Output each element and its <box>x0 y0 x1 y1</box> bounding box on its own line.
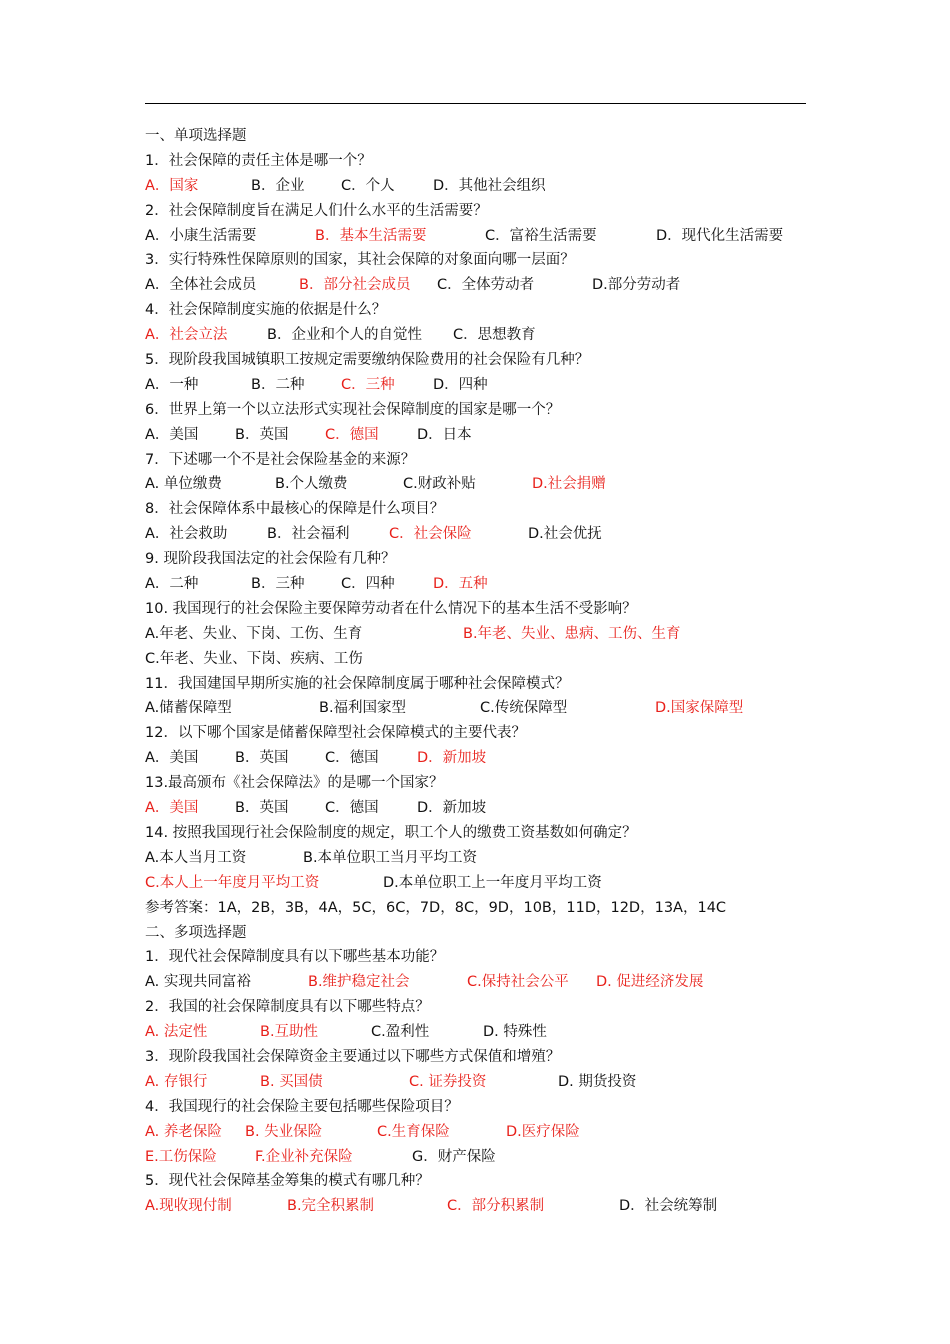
line-text: D.社会优抚 <box>528 526 602 543</box>
answer-text: A. 法定性 <box>145 1024 208 1041</box>
line-text: D．新加坡 <box>417 800 487 817</box>
line-text: C．富裕生活需要 <box>485 227 597 244</box>
line-text: A.本人当月工资 <box>145 849 247 866</box>
line-text: B.本单位职工当月平均工资 <box>303 849 478 866</box>
line-text: A．社会救助 <box>145 526 228 543</box>
answer-text: D.社会捐赠 <box>532 476 606 493</box>
text-line <box>145 771 845 796</box>
line-text: D. 期货投资 <box>558 1073 637 1090</box>
line-text: A. 实现共同富裕 <box>145 974 251 991</box>
line-text: D．日本 <box>417 426 472 443</box>
text-line <box>145 597 845 622</box>
line-text: C．个人 <box>341 177 395 194</box>
answer-text: E.工伤保险 <box>145 1148 217 1165</box>
line-text: B．英国 <box>235 750 289 767</box>
answer-text: A．美国 <box>145 800 199 817</box>
answer-text: B．基本生活需要 <box>315 227 427 244</box>
header-rule <box>145 103 806 104</box>
line-text: A.储蓄保障型 <box>145 700 232 717</box>
text-line <box>145 348 845 373</box>
line-text: C.盈利性 <box>371 1024 430 1041</box>
line-text: D. 特殊性 <box>483 1024 547 1041</box>
answer-text: D．五种 <box>433 576 488 593</box>
answer-text: C．德国 <box>325 426 379 443</box>
text-line <box>145 1070 845 1095</box>
text-line <box>145 672 845 697</box>
line-text: 13.最高颁布《社会保障法》的是哪一个国家？ <box>145 775 444 792</box>
text-line <box>145 248 845 273</box>
text-line <box>145 746 845 771</box>
line-text: 5．现阶段我国城镇职工按规定需要缴纳保险费用的社会保险有几种？ <box>145 352 590 369</box>
text-line <box>145 1194 845 1219</box>
line-text: G．财产保险 <box>412 1148 496 1165</box>
answer-text: A. 养老保险 <box>145 1123 222 1140</box>
line-text: 14. 按照我国现行社会保险制度的规定，职工个人的缴费工资基数如何确定？ <box>145 824 637 841</box>
line-text: 9. 现阶段我国法定的社会保险有几种？ <box>145 551 396 568</box>
line-text: C．四种 <box>341 576 395 593</box>
answer-text: B.维护稳定社会 <box>308 974 410 991</box>
text-line <box>145 1045 845 1070</box>
text-line <box>145 896 845 921</box>
text-line <box>145 970 845 995</box>
text-line <box>145 921 845 946</box>
line-text: 3．实行特殊性保障原则的国家，其社会保障的对象面向哪一层面？ <box>145 252 575 269</box>
line-text: B．三种 <box>251 576 305 593</box>
line-text: 4．社会保障制度实施的依据是什么？ <box>145 302 387 319</box>
text-line <box>145 721 845 746</box>
text-line <box>145 124 845 149</box>
text-line <box>145 945 845 970</box>
line-text: D.部分劳动者 <box>592 277 681 294</box>
line-text: B．英国 <box>235 800 289 817</box>
answer-text: D.国家保障型 <box>655 700 744 717</box>
text-line <box>145 796 845 821</box>
line-text: A．全体社会成员 <box>145 277 257 294</box>
text-line <box>145 472 845 497</box>
text-line <box>145 398 845 423</box>
answer-text: B.完全积累制 <box>287 1198 375 1215</box>
answer-text: C.本人上一年度月平均工资 <box>145 874 320 891</box>
answer-text: D.医疗保险 <box>506 1123 580 1140</box>
line-text: D．社会统筹制 <box>619 1198 718 1215</box>
line-text: 5．现代社会保障基金筹集的模式有哪几种？ <box>145 1173 430 1190</box>
text-line <box>145 273 845 298</box>
line-text: C．德国 <box>325 750 379 767</box>
answer-text: A．社会立法 <box>145 327 228 344</box>
answer-text: C．三种 <box>341 376 395 393</box>
line-text: C．德国 <box>325 800 379 817</box>
text-line <box>145 373 845 398</box>
line-text: D．四种 <box>433 376 488 393</box>
text-line <box>145 871 845 896</box>
line-text: D.本单位职工上一年度月平均工资 <box>383 874 602 891</box>
text-line <box>145 522 845 547</box>
text-line <box>145 174 845 199</box>
answer-text: A.现收现付制 <box>145 1198 232 1215</box>
line-text: 7．下述哪一个不是社会保险基金的来源？ <box>145 451 416 468</box>
line-text: A．美国 <box>145 750 199 767</box>
text-line <box>145 1120 845 1145</box>
line-text: 4．我国现行的社会保险主要包括哪些保险项目？ <box>145 1098 459 1115</box>
line-text: C．全体劳动者 <box>437 277 535 294</box>
text-line <box>145 497 845 522</box>
line-text: D．其他社会组织 <box>433 177 546 194</box>
answer-text: C．部分积累制 <box>447 1198 545 1215</box>
answer-text: C.保持社会公平 <box>467 974 569 991</box>
line-text: 二、多项选择题 <box>145 924 247 941</box>
answer-text: D. 促进经济发展 <box>596 974 704 991</box>
line-text: C．思想教育 <box>453 327 536 344</box>
answer-text: A. 存银行 <box>145 1073 208 1090</box>
line-text: A．二种 <box>145 576 199 593</box>
line-text: C.年老、失业、下岗、疾病、工伤 <box>145 650 363 667</box>
text-line <box>145 323 845 348</box>
line-text: 11．我国建国早期所实施的社会保障制度属于哪种社会保障模式？ <box>145 675 570 692</box>
line-text: C.传统保障型 <box>480 700 568 717</box>
line-text: D．现代化生活需要 <box>656 227 784 244</box>
answer-text: B.年老、失业、患病、工伤、生育 <box>463 625 681 642</box>
text-line <box>145 1145 845 1170</box>
line-text: A．一种 <box>145 376 199 393</box>
line-text: 12．以下哪个国家是储蓄保障型社会保障模式的主要代表？ <box>145 725 526 742</box>
line-text: 1．社会保障的责任主体是哪一个？ <box>145 152 372 169</box>
text-line <box>145 821 845 846</box>
line-text: A.年老、失业、下岗、工伤、生育 <box>145 625 363 642</box>
line-text: 2．我国的社会保障制度具有以下哪些特点？ <box>145 999 430 1016</box>
text-line <box>145 995 845 1020</box>
line-text: 6．世界上第一个以立法形式实现社会保障制度的国家是哪一个？ <box>145 401 561 418</box>
line-text: 8．社会保障体系中最核心的保障是什么项目？ <box>145 501 445 518</box>
answer-text: C．社会保险 <box>389 526 472 543</box>
text-line <box>145 572 845 597</box>
line-text: B．社会福利 <box>267 526 350 543</box>
text-line <box>145 149 845 174</box>
line-text: 10. 我国现行的社会保险主要保障劳动者在什么情况下的基本生活不受影响？ <box>145 600 637 617</box>
text-line <box>145 298 845 323</box>
answer-text: B. 失业保险 <box>245 1123 323 1140</box>
text-line <box>145 696 845 721</box>
document-body <box>145 124 845 1219</box>
answer-text: B．部分社会成员 <box>299 277 411 294</box>
text-line <box>145 846 845 871</box>
line-text: A. 单位缴费 <box>145 476 222 493</box>
line-text: 2．社会保障制度旨在满足人们什么水平的生活需要？ <box>145 202 488 219</box>
text-line <box>145 1020 845 1045</box>
text-line <box>145 224 845 249</box>
text-line <box>145 1095 845 1120</box>
line-text: B．二种 <box>251 376 305 393</box>
answer-text: D．新加坡 <box>417 750 487 767</box>
text-line <box>145 622 845 647</box>
line-text: A．小康生活需要 <box>145 227 257 244</box>
text-line <box>145 647 845 672</box>
line-text: B．企业和个人的自觉性 <box>267 327 422 344</box>
line-text: B．企业 <box>251 177 305 194</box>
text-line <box>145 199 845 224</box>
line-text: 1．现代社会保障制度具有以下哪些基本功能？ <box>145 949 445 966</box>
line-text: B．英国 <box>235 426 289 443</box>
line-text: B.福利国家型 <box>319 700 407 717</box>
answer-text: C. 证券投资 <box>409 1073 487 1090</box>
text-line <box>145 547 845 572</box>
answer-text: B. 买国债 <box>260 1073 323 1090</box>
line-text: 参考答案：1A，2B，3B，4A，5C，6C，7D，8C，9D，10B，11D，12D，13A，14C <box>145 899 727 916</box>
answer-text: F.企业补充保险 <box>255 1148 353 1165</box>
text-line <box>145 1169 845 1194</box>
answer-text: B.互助性 <box>260 1024 319 1041</box>
text-line <box>145 448 845 473</box>
line-text: 一、单项选择题 <box>145 128 247 144</box>
line-text: B.个人缴费 <box>275 476 348 493</box>
answer-text: A．国家 <box>145 177 199 194</box>
line-text: 3．现阶段我国社会保障资金主要通过以下哪些方式保值和增殖？ <box>145 1048 561 1065</box>
text-line <box>145 423 845 448</box>
answer-text: C.生育保险 <box>377 1123 450 1140</box>
line-text: A．美国 <box>145 426 199 443</box>
line-text: C.财政补贴 <box>403 476 476 493</box>
